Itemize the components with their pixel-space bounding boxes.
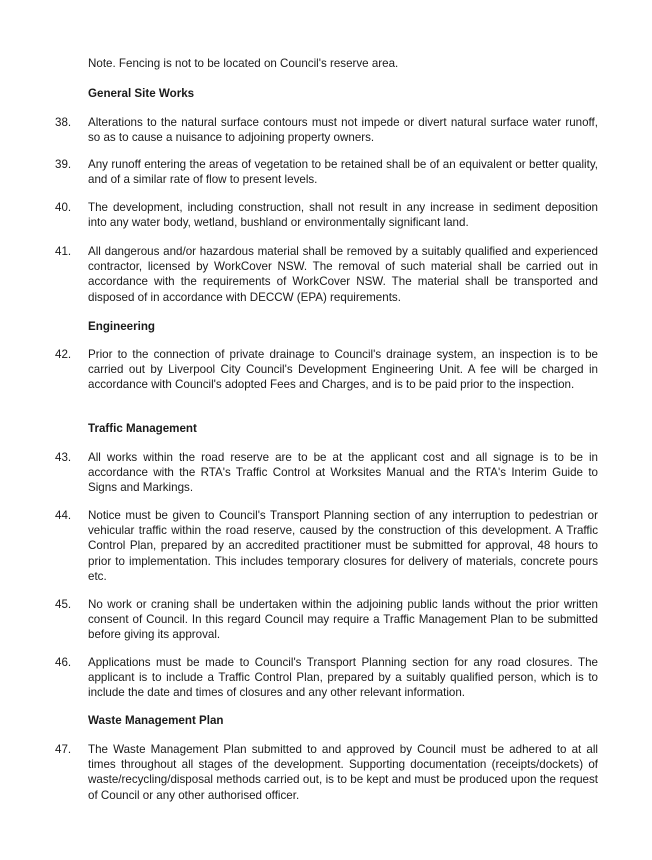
condition-item: [55, 655, 598, 701]
condition-item: [55, 244, 598, 305]
condition-item: [55, 508, 598, 584]
condition-number: 41.: [55, 245, 72, 258]
condition-item: [55, 200, 598, 230]
fencing-note: Note. Fencing is not to be located on Council's reserve area.: [88, 57, 399, 70]
heading-engineering: Engineering: [88, 320, 155, 333]
condition-number: 40.: [55, 201, 72, 214]
condition-number: 39.: [55, 158, 72, 171]
condition-number: 46.: [55, 656, 72, 669]
condition-text: Applications must be made to Council's Transport Planning section for any road closures. The applicant is to include a Traffic Control Plan, prepared by a suitably qualified person, which is to include the date and times of closures and any other relevant information.: [88, 656, 598, 700]
condition-text: All works within the road reserve are to be at the applicant cost and all signage is to be in accordance with the RTA's Traffic Control at Worksites Manual and the RTA's Interim Guide to Signs and Markings.: [88, 451, 598, 495]
condition-text: Notice must be given to Council's Transport Planning section of any interruption to pedestrian or vehicular traffic within the road reserve, caused by the construction of this development. A Traffic Control Plan, prepared by an accredited practitioner must be submitted for approval, 48 hours to prior to implementation. This includes temporary closures for delivery of materials, concrete pours etc.: [88, 509, 598, 583]
condition-number: 44.: [55, 509, 72, 522]
condition-text: Prior to the connection of private drainage to Council's drainage system, an inspection is to be carried out by Liverpool City Council's Development Engineering Unit. A fee will be charged in accordance with Council's adopted Fees and Charges, and is to be paid prior to the inspection.: [88, 348, 598, 392]
condition-number: 38.: [55, 116, 72, 129]
heading-waste-management-plan: Waste Management Plan: [88, 714, 224, 727]
condition-item: [55, 742, 598, 803]
condition-number: 45.: [55, 598, 72, 611]
condition-text: All dangerous and/or hazardous material shall be removed by a suitably qualified and experienced contractor, licensed by WorkCover NSW. The removal of such material shall be carried out in accordance with the requirements of WorkCover NSW. The material shall be transported and disposed of in accordance with DECCW (EPA) requirements.: [88, 245, 598, 304]
condition-item: [55, 157, 598, 187]
condition-number: 42.: [55, 348, 72, 361]
condition-text: Any runoff entering the areas of vegetation to be retained shall be of an equivalent or better quality, and of a similar rate of flow to present levels.: [88, 158, 598, 187]
condition-number: 47.: [55, 743, 72, 756]
condition-text: No work or craning shall be undertaken within the adjoining public lands without the prior written consent of Council. In this regard Council may require a Traffic Management Plan to be submitted before giving its approval.: [88, 598, 598, 642]
heading-general-site-works: General Site Works: [88, 87, 195, 100]
condition-text: Alterations to the natural surface contours must not impede or divert natural surface water runoff, so as to cause a nuisance to adjoining property owners.: [88, 116, 598, 145]
condition-item: [55, 450, 598, 496]
condition-number: 43.: [55, 451, 72, 464]
condition-text: The development, including construction, shall not result in any increase in sediment deposition into any water body, wetland, bushland or environmentally significant land.: [88, 201, 598, 230]
condition-item: [55, 347, 598, 393]
condition-text: The Waste Management Plan submitted to and approved by Council must be adhered to at all times throughout all stages of the development. Supporting documentation (receipts/dockets) of waste/recycling/disposal methods carried out, is to be kept and must be produced upon the request of Council or any other authorised officer.: [88, 743, 598, 802]
condition-item: [55, 115, 598, 145]
heading-traffic-management: Traffic Management: [88, 422, 197, 435]
condition-item: [55, 597, 598, 643]
